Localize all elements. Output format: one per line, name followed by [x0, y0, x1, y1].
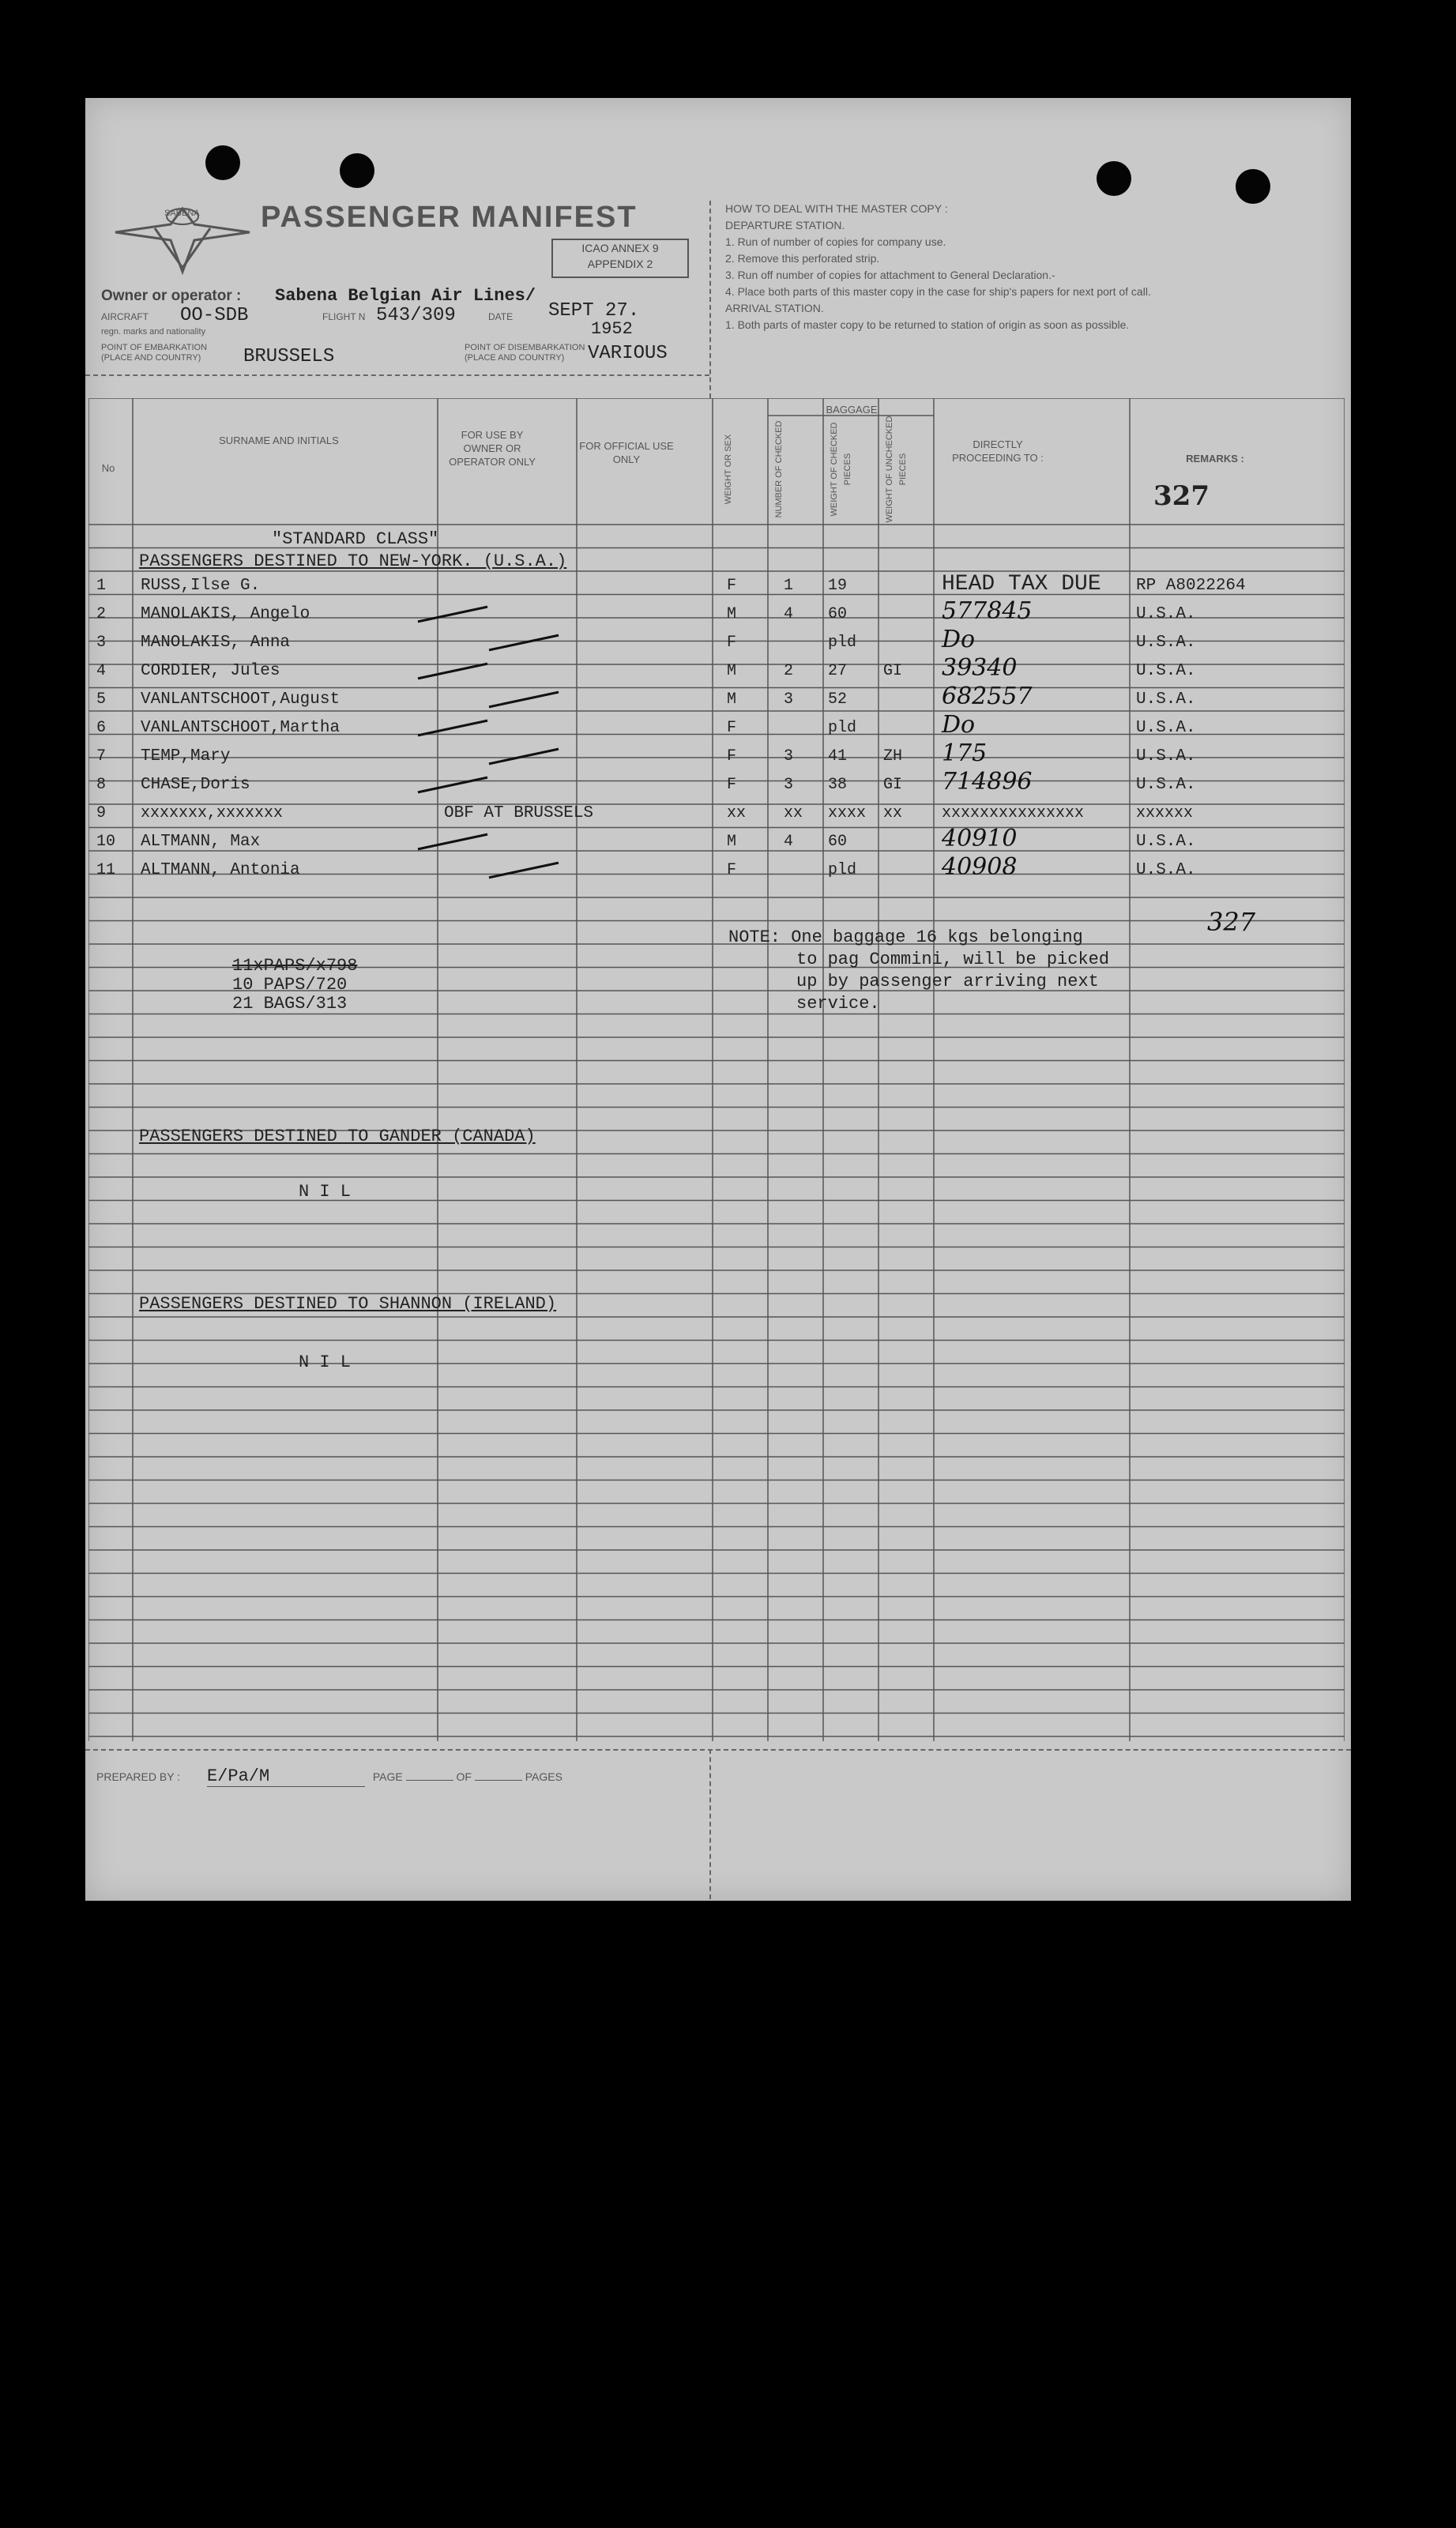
baggage-weight: 27: [828, 662, 848, 680]
passenger-remarks: U.S.A.: [1136, 833, 1196, 851]
passenger-sex: F: [727, 861, 737, 879]
logo-text: SABENA: [164, 209, 200, 218]
passenger-name: VANLANTSCHOOT,Martha: [141, 719, 340, 737]
totals-paps: 10 PAPS/720: [232, 975, 348, 995]
passenger-remarks: U.S.A.: [1136, 776, 1196, 794]
baggage-count: 1: [784, 577, 794, 595]
proceeding-to: 40910: [942, 825, 1018, 852]
owner-value: Sabena Belgian Air Lines/: [275, 286, 536, 306]
passenger-number: 11: [96, 861, 116, 879]
shannon-nil: N I L: [299, 1352, 352, 1372]
passenger-number: 5: [96, 690, 107, 709]
proceeding-to: 714896: [942, 768, 1033, 796]
baggage-weight: 41: [828, 747, 848, 766]
passenger-name: CORDIER, Jules: [141, 662, 280, 680]
proceeding-to: Do: [942, 626, 976, 653]
baggage-code: xx: [883, 804, 903, 822]
baggage-count: 2: [784, 662, 794, 680]
proceeding-to: 682557: [942, 683, 1033, 710]
annex-line1: ICAO ANNEX 9: [581, 242, 659, 254]
proceeding-to: 40908: [942, 853, 1018, 881]
passenger-sex: F: [727, 719, 737, 737]
col-header-weight-unchecked: WEIGHT OF UNCHECKED PIECES: [885, 416, 908, 523]
instruction-line: HOW TO DEAL WITH THE MASTER COPY :: [725, 202, 948, 215]
annex-line2: APPENDIX 2: [587, 258, 653, 270]
instruction-line: 1. Both parts of master copy to be returned to station of origin as soon as possible.: [725, 318, 1130, 331]
footer-perforation: [85, 1749, 1351, 1751]
passenger-number: 2: [96, 605, 107, 623]
col-header-no: No: [101, 462, 115, 474]
passenger-name: VANLANTSCHOOT,August: [141, 690, 340, 709]
section-new-york: PASSENGERS DESTINED TO NEW-YORK. (U.S.A.): [139, 551, 567, 571]
baggage-weight: pld: [828, 634, 857, 652]
col-header-surname: SURNAME AND INITIALS: [219, 434, 339, 446]
date-label: DATE: [488, 311, 514, 322]
baggage-weight: 60: [828, 605, 848, 623]
passenger-number: 3: [96, 634, 107, 652]
icao-annex-box: [551, 239, 689, 278]
flight-value: 543/309: [376, 305, 456, 326]
passenger-name: ALTMANN, Antonia: [141, 861, 300, 879]
baggage-weight: xxxx: [828, 804, 867, 822]
perforation-line: [85, 374, 709, 376]
passenger-sex: M: [727, 662, 737, 680]
manifest-table-grid: [88, 398, 1345, 1757]
note-line2: to pag Commini, will be picked: [796, 950, 1110, 969]
baggage-weight: 19: [828, 577, 848, 595]
passenger-sex: F: [727, 577, 737, 595]
totals-struck: 11xPAPS/x798: [232, 956, 358, 976]
aircraft-label: AIRCRAFT: [101, 311, 149, 322]
baggage-count: xx: [784, 804, 803, 822]
note-line4: service.: [796, 994, 880, 1014]
passenger-name: CHASE,Doris: [141, 776, 250, 794]
punch-hole: [1236, 169, 1270, 204]
owner-label: Owner or operator :: [101, 288, 242, 304]
instruction-line: 3. Run off number of copies for attachment to General Declaration.-: [725, 269, 1055, 281]
passenger-number: 4: [96, 662, 107, 680]
passenger-remarks: U.S.A.: [1136, 861, 1196, 879]
passenger-sex: F: [727, 776, 737, 794]
class-heading: "STANDARD CLASS": [272, 529, 439, 549]
flight-label: FLIGHT N: [322, 311, 366, 322]
baggage-count: 3: [784, 747, 794, 766]
page-label: PAGE: [372, 1770, 403, 1783]
passenger-number: 10: [96, 833, 116, 851]
baggage-count: 3: [784, 690, 794, 709]
instruction-line: ARRIVAL STATION.: [725, 302, 824, 314]
baggage-weight: 60: [828, 833, 848, 851]
passenger-number: 7: [96, 747, 107, 766]
baggage-count: 4: [784, 833, 794, 851]
passenger-remarks: U.S.A.: [1136, 662, 1196, 680]
proceeding-to: HEAD TAX DUE: [942, 572, 1101, 596]
aircraft-value: OO-SDB: [180, 305, 249, 326]
passenger-remarks: xxxxxx: [1136, 804, 1194, 822]
baggage-weight: pld: [828, 719, 857, 737]
baggage-count: 3: [784, 776, 794, 794]
sabena-logo-icon: [107, 193, 258, 280]
disembark-value: VARIOUS: [588, 343, 668, 364]
proceeding-to: 175: [942, 739, 988, 767]
regn-label: regn. marks and nationality: [101, 327, 206, 337]
instruction-line: 4. Place both parts of this master copy in the case for ship's papers for next port of call.: [725, 285, 1151, 298]
pages-label: PAGES: [525, 1770, 562, 1783]
of-label: OF: [456, 1770, 472, 1783]
section-shannon: PASSENGERS DESTINED TO SHANNON (IRELAND): [139, 1294, 557, 1314]
year-value: 1952: [591, 319, 633, 339]
passenger-remarks: U.S.A.: [1136, 719, 1196, 737]
footer-perforation-vertical: [709, 1749, 711, 1899]
baggage-code: GI: [883, 662, 903, 680]
page-number-stamp: 327: [1153, 480, 1210, 512]
passenger-sex: F: [727, 634, 737, 652]
proceeding-to: xxxxxxxxxxxxxxx: [942, 804, 1085, 822]
passenger-number: 9: [96, 804, 107, 822]
punch-hole: [205, 145, 240, 180]
passenger-number: 1: [96, 577, 107, 595]
gander-nil: N I L: [299, 1182, 352, 1202]
prepared-by-row: [96, 1766, 562, 1787]
prepared-label: PREPARED BY :: [96, 1770, 181, 1783]
passenger-remarks: RP A8022264: [1136, 577, 1246, 595]
passenger-sex: M: [727, 690, 737, 709]
baggage-count: 4: [784, 605, 794, 623]
pages-blank: [475, 1780, 522, 1781]
punch-hole: [1097, 161, 1131, 196]
proceeding-to: 39340: [942, 654, 1018, 682]
page-title: PASSENGER MANIFEST: [261, 201, 638, 234]
instruction-line: 1. Run of number of copies for company use.: [725, 235, 946, 248]
punch-hole: [340, 153, 374, 188]
passenger-remarks: U.S.A.: [1136, 634, 1196, 652]
note-line1: NOTE: One baggage 16 kgs belonging: [728, 927, 1083, 947]
note-handwritten: 327: [1207, 907, 1256, 937]
proceeding-to: 577845: [942, 597, 1033, 625]
baggage-code: ZH: [883, 747, 903, 766]
baggage-code: GI: [883, 776, 903, 794]
col-header-number-checked: NUMBER OF CHECKED: [774, 420, 784, 518]
baggage-weight: 52: [828, 690, 848, 709]
instruction-line: DEPARTURE STATION.: [725, 219, 845, 231]
col-header-remarks: REMARKS :: [1186, 453, 1244, 465]
section-gander: PASSENGERS DESTINED TO GANDER (CANADA): [139, 1127, 536, 1146]
perforation-vertical: [709, 201, 711, 398]
col-header-baggage: BAGGAGE: [826, 404, 878, 416]
col-header-owner-use: FOR USE BY OWNER OR OPERATOR ONLY: [449, 429, 536, 468]
passenger-sex: M: [727, 605, 737, 623]
page-blank: [406, 1780, 453, 1781]
col-header-official-use: FOR OFFICIAL USE ONLY: [579, 440, 674, 465]
disembark-label: POINT OF DISEMBARKATION (PLACE AND COUNTRY): [465, 343, 585, 363]
proceeding-to: Do: [942, 711, 976, 739]
passenger-remarks: U.S.A.: [1136, 690, 1196, 709]
passenger-name: ALTMANN, Max: [141, 833, 261, 851]
passenger-owner-note: OBF AT BRUSSELS: [444, 804, 594, 822]
master-copy-instructions: [725, 201, 1326, 333]
date-value: SEPT 27.: [548, 300, 640, 322]
passenger-sex: xx: [727, 804, 747, 822]
col-header-weight-sex: WEIGHT OR SEX: [724, 434, 733, 505]
passenger-name: xxxxxxx,xxxxxxx: [141, 804, 284, 822]
passenger-sex: F: [727, 747, 737, 766]
baggage-weight: 38: [828, 776, 848, 794]
passenger-name: RUSS,Ilse G.: [141, 577, 261, 595]
prepared-value: E/Pa/M: [207, 1766, 365, 1787]
passenger-remarks: U.S.A.: [1136, 605, 1196, 623]
passenger-number: 6: [96, 719, 107, 737]
passenger-number: 8: [96, 776, 107, 794]
note-line3: up by passenger arriving next: [796, 972, 1099, 991]
embark-label: POINT OF EMBARKATION (PLACE AND COUNTRY): [101, 343, 208, 363]
passenger-sex: M: [727, 833, 737, 851]
col-header-proceeding: DIRECTLY PROCEEDING TO :: [952, 438, 1044, 464]
baggage-weight: pld: [828, 861, 857, 879]
passenger-name: MANOLAKIS, Angelo: [141, 605, 310, 623]
instruction-line: 2. Remove this perforated strip.: [725, 252, 880, 265]
embark-value: BRUSSELS: [243, 346, 335, 367]
totals-bags: 21 BAGS/313: [232, 994, 348, 1014]
passenger-name: MANOLAKIS, Anna: [141, 634, 291, 652]
manifest-sheet: [85, 98, 1351, 1901]
col-header-weight-checked: WEIGHT OF CHECKED PIECES: [830, 422, 852, 517]
passenger-name: TEMP,Mary: [141, 747, 231, 766]
passenger-remarks: U.S.A.: [1136, 747, 1196, 766]
